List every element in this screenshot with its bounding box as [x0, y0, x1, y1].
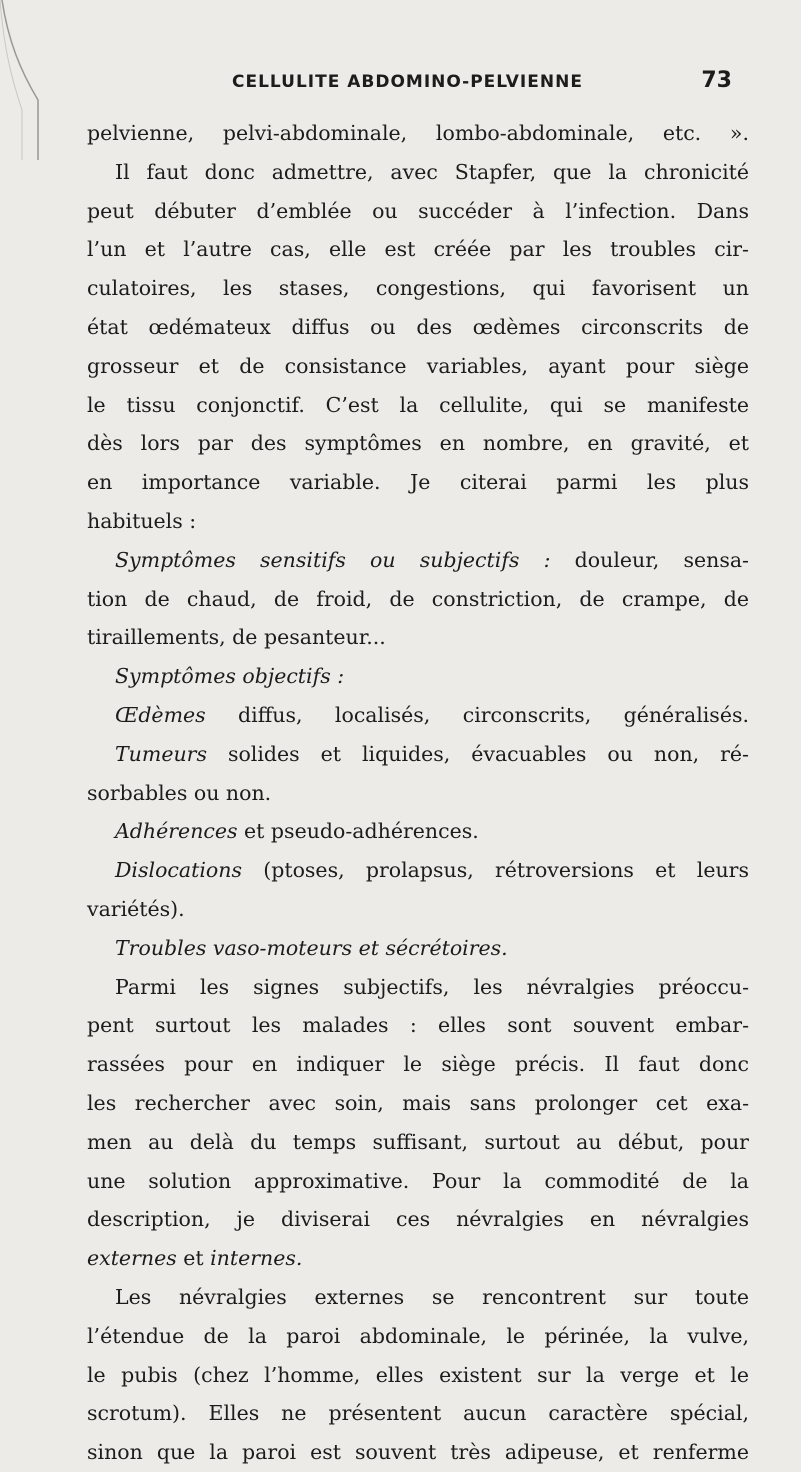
- text-line: [87, 929, 749, 968]
- text-line: [87, 1239, 749, 1278]
- text-segment: solides et liquides, évacuables ou non, ré-: [206, 741, 749, 766]
- text-line: [87, 463, 749, 502]
- text-line: [87, 774, 749, 813]
- text-line: [87, 347, 749, 386]
- italic-text: externes: [87, 1246, 177, 1271]
- text-line: [87, 230, 749, 269]
- text-segment: pent surtout les malades : elles sont souvent embar-: [87, 1013, 749, 1038]
- text-line: [87, 735, 749, 774]
- text-segment: habituels :: [87, 508, 197, 533]
- text-line: [87, 1084, 749, 1123]
- text-segment: et: [176, 1246, 211, 1271]
- text-line: [87, 1006, 749, 1045]
- text-line: [87, 812, 749, 851]
- text-segment: variétés).: [87, 896, 185, 921]
- text-line: [87, 1045, 749, 1084]
- text-line: [87, 1200, 749, 1239]
- text-segment: scrotum). Elles ne présentent aucun caractère spécial,: [87, 1401, 749, 1426]
- text-segment: en importance variable. Je citerai parmi les plus: [87, 470, 749, 495]
- text-line: [87, 153, 749, 192]
- text-line: [87, 424, 749, 463]
- text-line: [87, 386, 749, 425]
- text-segment: Parmi les signes subjectifs, les névralgies préoccu-: [115, 974, 749, 999]
- text-line: [87, 269, 749, 308]
- text-segment: le pubis (chez l’homme, elles existent sur la verge et le: [87, 1362, 749, 1387]
- text-line: [87, 1394, 749, 1433]
- text-segment: tion de chaud, de froid, de constriction, de crampe, de: [87, 586, 749, 611]
- italic-text: Tumeurs: [115, 741, 207, 766]
- text-segment: et pseudo-adhérences.: [237, 819, 479, 844]
- text-segment: dès lors par des symptômes en nombre, en gravité, et: [87, 431, 749, 456]
- text-segment: description, je diviserai ces névralgies en névralgies: [87, 1207, 749, 1232]
- text-segment: peut débuter d’emblée ou succéder à l’infection. Dans: [87, 198, 749, 223]
- text-line: [87, 1433, 749, 1472]
- text-segment: une solution approximative. Pour la commodité de la: [87, 1168, 749, 1193]
- text-line: [87, 851, 749, 890]
- italic-text: Dislocations: [115, 858, 242, 883]
- page-edge-shadow: [0, 0, 44, 160]
- text-line: [87, 541, 749, 580]
- text-line: [87, 968, 749, 1007]
- page-header: [232, 68, 732, 98]
- text-segment: Il faut donc admettre, avec Stapfer, que la chronicité: [115, 159, 749, 184]
- text-segment: l’un et l’autre cas, elle est créée par les troubles cir-: [87, 237, 749, 262]
- text-segment: grosseur et de consistance variables, ayant pour siège: [87, 353, 749, 378]
- text-segment: diffus, localisés, circonscrits, généralisés.: [205, 702, 749, 727]
- text-line: [87, 192, 749, 231]
- text-segment: état œdémateux diffus ou des œdèmes circonscrits de: [87, 314, 749, 339]
- text-line: [87, 308, 749, 347]
- italic-text: Troubles vaso-moteurs et sécrétoires.: [115, 935, 508, 960]
- text-line: [87, 618, 749, 657]
- text-segment: l’étendue de la paroi abdominale, le périnée, la vulve,: [87, 1323, 749, 1348]
- text-line: [87, 890, 749, 929]
- text-line: [87, 1356, 749, 1395]
- text-line: [87, 1123, 749, 1162]
- page-number: 73: [701, 68, 732, 93]
- italic-text: Symptômes objectifs :: [115, 664, 345, 689]
- text-segment: pelvienne, pelvi-abdominale, lombo-abdominale, etc. ».: [87, 121, 749, 145]
- text-segment: tiraillements, de pesanteur...: [87, 625, 386, 650]
- italic-text: internes.: [210, 1246, 303, 1271]
- text-segment: douleur, sensa-: [550, 547, 749, 572]
- text-segment: le tissu conjonctif. C’est la cellulite, qui se manifeste: [87, 392, 749, 417]
- italic-text: Œdèmes: [115, 702, 206, 727]
- text-segment: Les névralgies externes se rencontrent sur toute: [115, 1284, 749, 1309]
- text-segment: les rechercher avec soin, mais sans prolonger cet exa-: [87, 1090, 749, 1115]
- text-segment: rassées pour en indiquer le siège précis. Il faut donc: [87, 1052, 749, 1077]
- text-line: [87, 114, 749, 153]
- text-line: [87, 1278, 749, 1317]
- page-body: [87, 114, 749, 1472]
- text-segment: men au delà du temps suffisant, surtout au début, pour: [87, 1129, 749, 1154]
- text-line: [87, 580, 749, 619]
- running-title: CELLULITE ABDOMINO-PELVIENNE: [232, 72, 583, 92]
- italic-text: Symptômes sensitifs ou subjectifs :: [115, 547, 551, 572]
- text-line: [87, 502, 749, 541]
- text-segment: sinon que la paroi est souvent très adipeuse, et renferme: [87, 1440, 749, 1465]
- text-segment: sorbables ou non.: [87, 780, 272, 805]
- text-line: [87, 1162, 749, 1201]
- text-segment: (ptoses, prolapsus, rétroversions et leurs: [241, 858, 749, 883]
- italic-text: Adhérences: [115, 819, 238, 844]
- text-line: [87, 696, 749, 735]
- text-line: [87, 657, 749, 696]
- text-line: [87, 1317, 749, 1356]
- text-segment: culatoires, les stases, congestions, qui favorisent un: [87, 276, 749, 301]
